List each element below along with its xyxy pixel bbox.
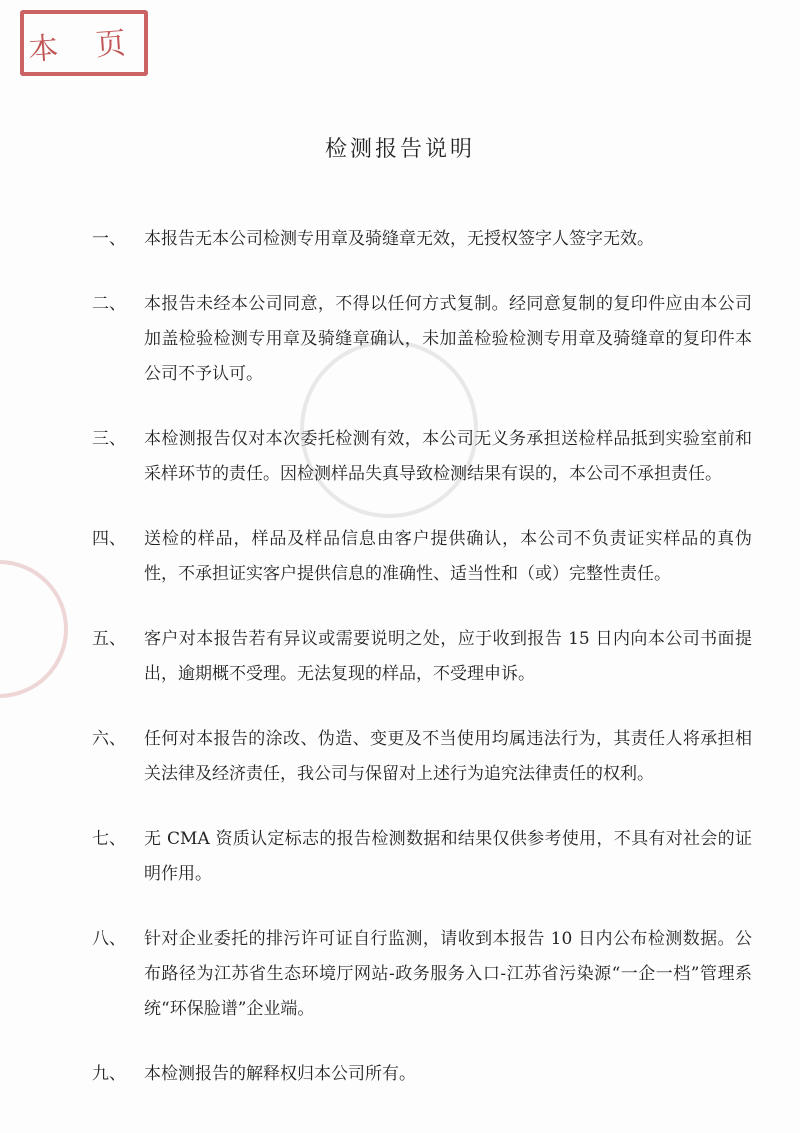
list-item xyxy=(92,422,752,492)
list-item xyxy=(92,222,752,257)
item-number: 二、 xyxy=(92,294,126,314)
list-item xyxy=(92,522,752,592)
item-text: 针对企业委托的排污许可证自行监测，请收到本报告 10 日内公布检测数据。公布路径为江苏省生态环境厅网站-政务服务入口-江苏省污染源“一企一档”管理系统“环保脸谱”企业端。 xyxy=(144,929,752,1019)
red-stamp xyxy=(20,10,148,76)
item-text: 送检的样品，样品及样品信息由客户提供确认，本公司不负责证实样品的真伪性，不承担证实客户提供信息的准确性、适当性和（或）完整性责任。 xyxy=(144,529,752,584)
notes-list xyxy=(92,222,752,1122)
faint-seal-left xyxy=(0,560,68,698)
list-item xyxy=(92,722,752,792)
list-item xyxy=(92,922,752,1027)
item-number: 七、 xyxy=(92,829,126,849)
item-text: 任何对本报告的涂改、伪造、变更及不当使用均属违法行为，其责任人将承担相关法律及经济责任，我公司与保留对上述行为追究法律责任的权利。 xyxy=(144,729,752,784)
list-item xyxy=(92,287,752,392)
item-number: 九、 xyxy=(92,1064,126,1084)
item-number: 三、 xyxy=(92,429,126,449)
item-number: 八、 xyxy=(92,929,126,949)
item-text: 客户对本报告若有异议或需要说明之处，应于收到报告 15 日内向本公司书面提出，逾期概不受理。无法复现的样品，不受理申诉。 xyxy=(144,629,752,684)
item-text: 本检测报告的解释权归本公司所有。 xyxy=(144,1064,416,1084)
list-item xyxy=(92,822,752,892)
item-number: 四、 xyxy=(92,529,126,549)
list-item xyxy=(92,622,752,692)
item-text: 无 CMA 资质认定标志的报告检测数据和结果仅供参考使用，不具有对社会的证明作用。 xyxy=(144,829,752,884)
item-number: 五、 xyxy=(92,629,126,649)
item-text: 本报告无本公司检测专用章及骑缝章无效，无授权签字人签字无效。 xyxy=(144,229,654,249)
item-text: 本检测报告仅对本次委托检测有效，本公司无义务承担送检样品抵到实验室前和采样环节的责任。因检测样品失真导致检测结果有误的，本公司不承担责任。 xyxy=(144,429,752,484)
item-number: 一、 xyxy=(92,229,126,249)
page-title: 检测报告说明 xyxy=(324,137,475,162)
stamp-text: 本 页 xyxy=(27,25,142,68)
list-item xyxy=(92,1057,752,1092)
item-number: 六、 xyxy=(92,729,126,749)
item-text: 本报告未经本公司同意，不得以任何方式复制。经同意复制的复印件应由本公司加盖检验检测专用章及骑缝章确认，未加盖检验检测专用章及骑缝章的复印件本公司不予认可。 xyxy=(144,294,752,384)
